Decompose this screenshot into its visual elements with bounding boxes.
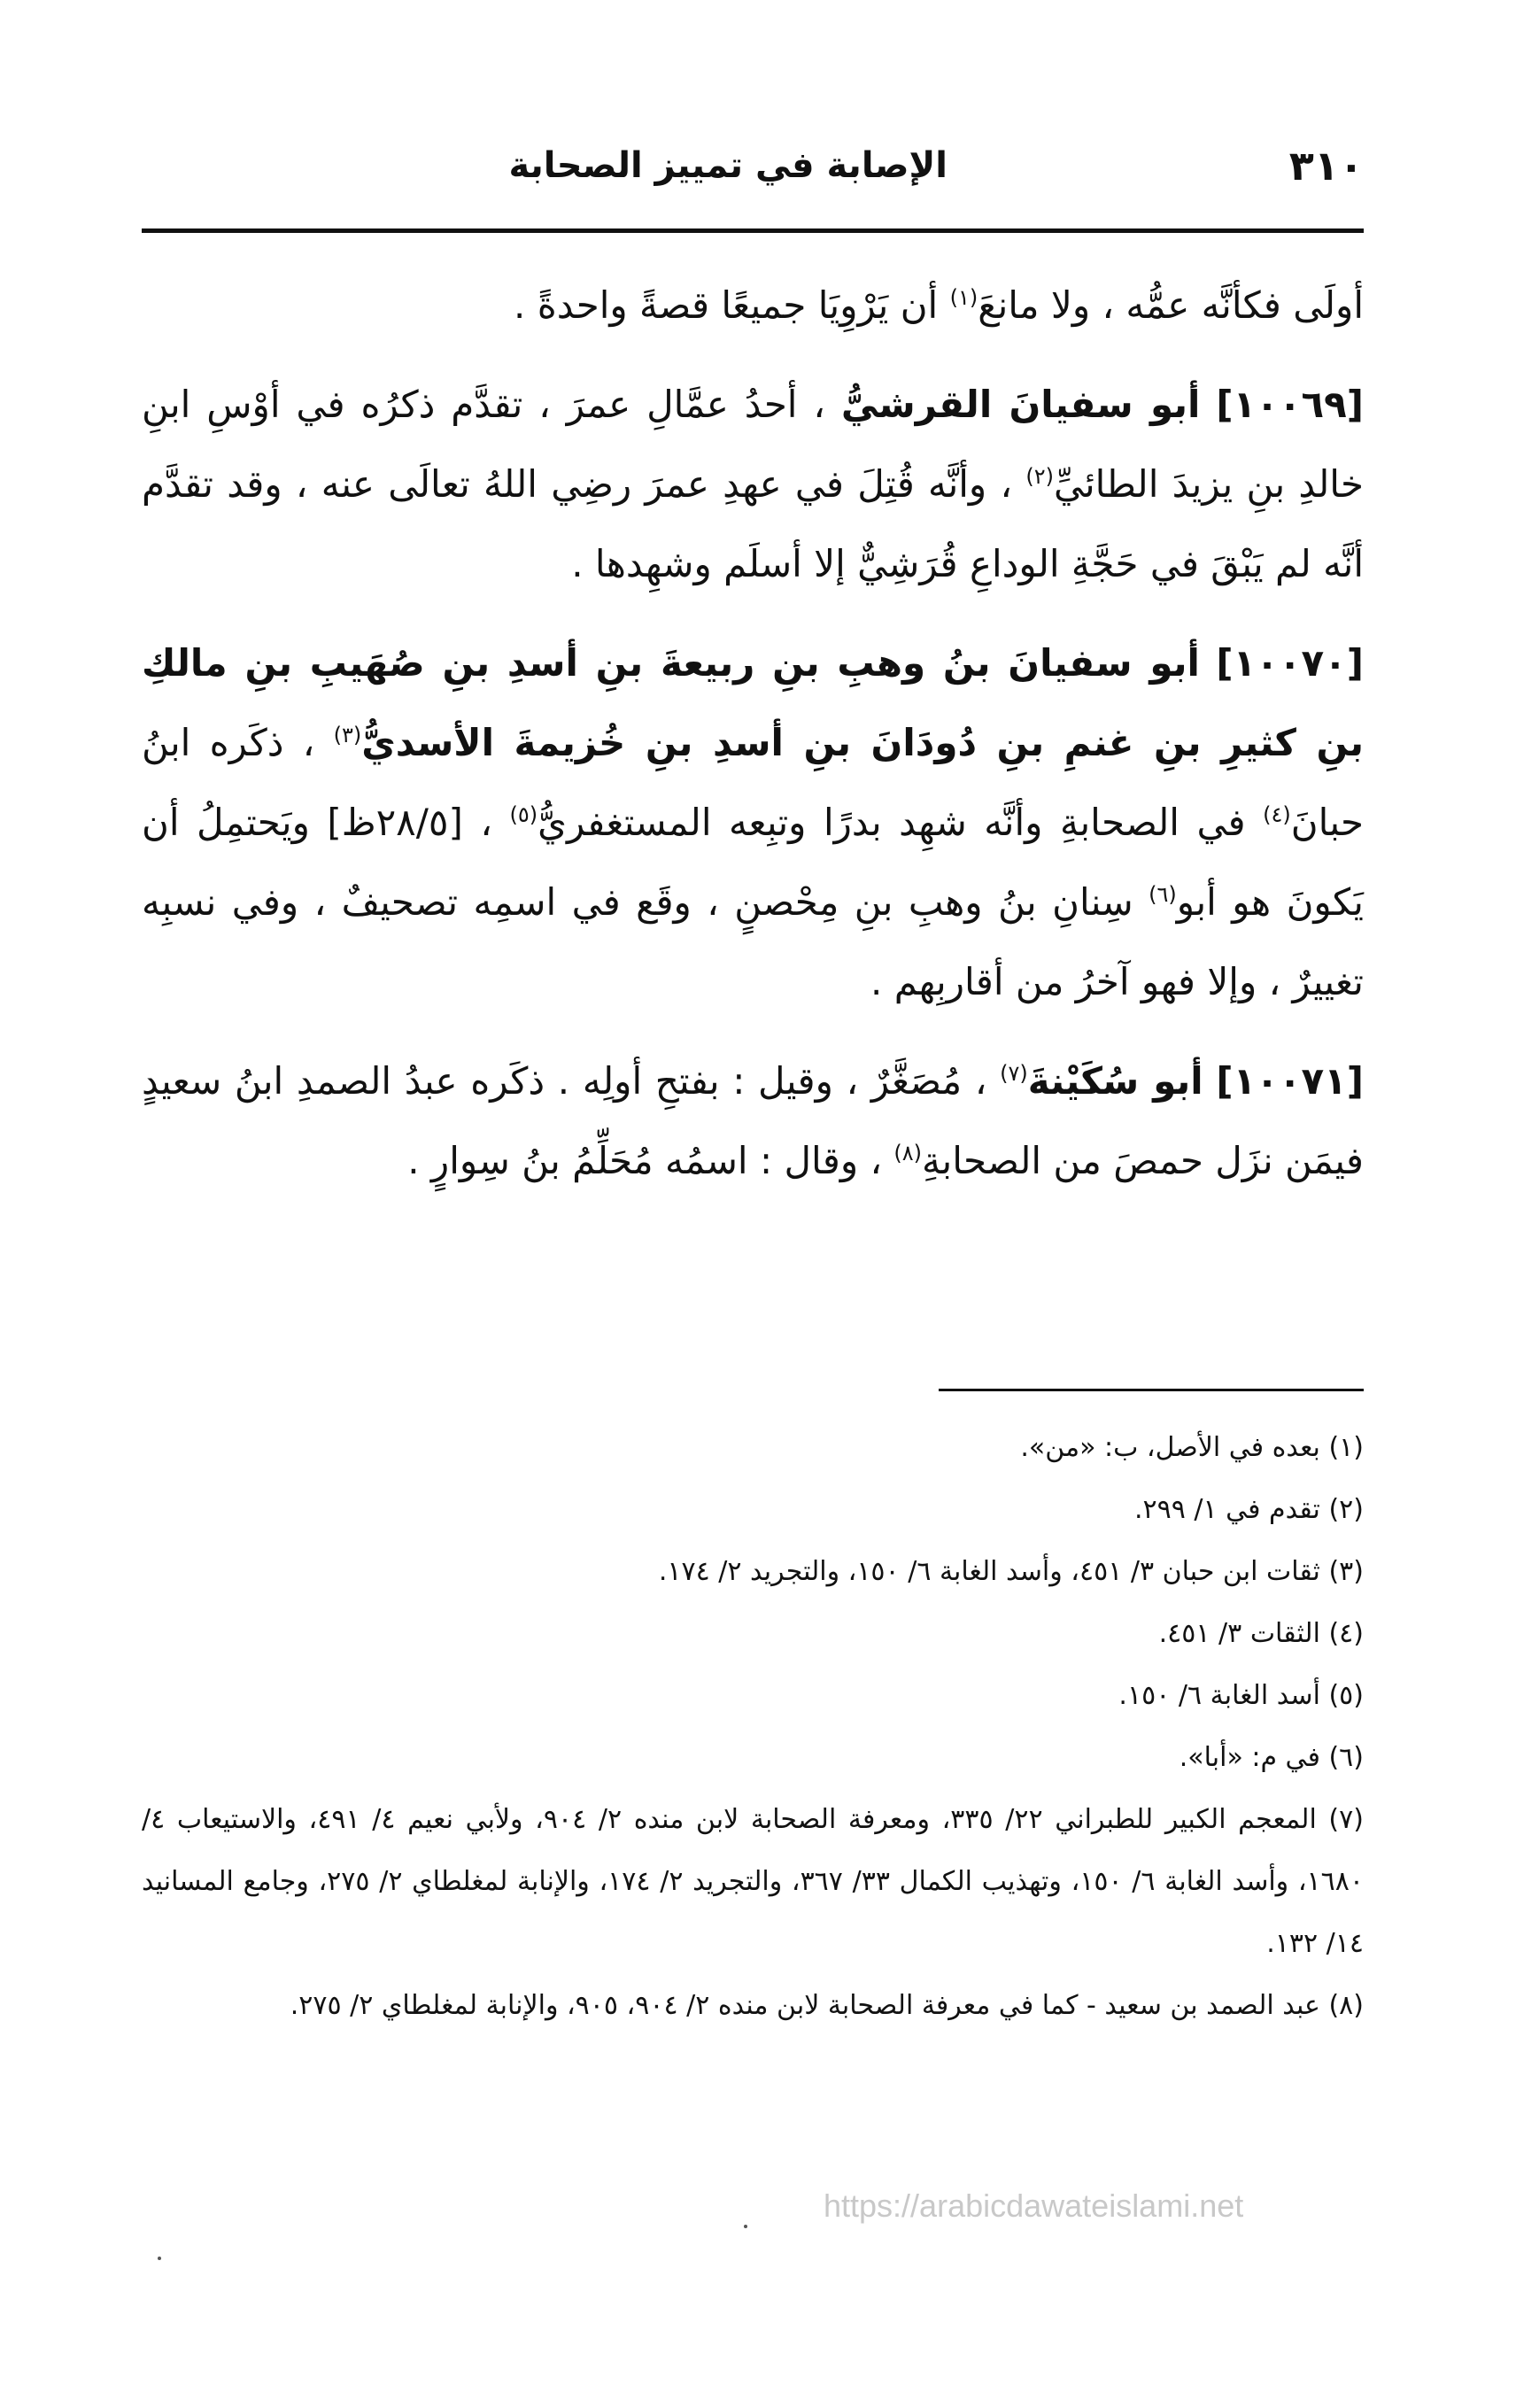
entry-number: [١٠٠٧١] [1216,1059,1364,1103]
entry-text: في الصحابةِ وأنَّه شهِد بدرًا وتبِعه المستغفريُّ [538,801,1246,844]
entry-number: [١٠٠٧٠] [1216,641,1364,685]
footnote-ref: (٧) [1000,1061,1028,1086]
footnote-ref: (٦) [1149,882,1177,907]
entry-number: [١٠٠٦٩] [1216,383,1364,426]
paragraph-text: أولَى فكأنَّه عمُّه ، ولا مانعَ [978,283,1364,327]
scan-speck [158,2257,161,2260]
scan-speck [744,2225,747,2228]
footnote-ref: (٤) [1263,802,1291,827]
footnote-ref: (٣) [333,723,362,747]
footnote-8: (٨) عبد الصمد بن سعيد - كما في معرفة الصحابة لابن منده ٢/ ٩٠٤، ٩٠٥، والإنابة لمغلطاي ٢/ ٢٧٥. [290,1990,1364,2021]
entry-10071 [142,1041,1364,1201]
footnote-separator [939,1389,1364,1391]
running-title: الإصابة في تمييز الصحابة [508,145,948,186]
footnote-5: (٥) أسد الغابة ٦/ ١٥٠. [1118,1680,1364,1711]
watermark-url: https://arabicdawateislami.net [824,2187,1244,2224]
continuation-paragraph [142,266,1364,345]
entry-text: ، ذكَره ابنُ حبانَ [142,721,1364,844]
entry-name: أبو سُكَيْنةَ [1027,1059,1203,1103]
entry-10070 [142,623,1364,1022]
footnote-2: (٢) تقدم في ١/ ٢٩٩. [1133,1494,1364,1525]
entry-text: ، [٢٨/٥ظ] ويَحتمِلُ أن يَكونَ هو أبو [142,801,1364,924]
entry-text: سِنانِ بنُ وهبِ بنِ مِحْصنٍ ، وقَع في اسمِه تصحيفٌ ، وفي نسبِه تغييرٌ ، وإلا فهو آخرُ من أقاربِهم . [142,880,1364,1003]
footnote-ref: (٥) [509,802,538,827]
header-rule [142,228,1364,233]
entry-text: ، وقال : اسمُه مُحَلِّمُ بنُ سِوارٍ . [407,1139,883,1182]
page-number: ٣١٠ [1288,142,1364,190]
footnote-3: (٣) ثقات ابن حبان ٣/ ٤٥١، وأسد الغابة ٦/ ١٥٠، والتجريد ٢/ ١٧٤. [658,1556,1364,1587]
footnotes [142,1417,1364,2037]
entry-name: أبو سفيانَ بنُ وهبِ بنِ ربيعةَ بنِ أسدِ بنِ صُهَيبِ بنِ مالكِ بنِ كثيرِ بنِ غنمِ بنِ دُودَانَ بنِ أسدِ بنِ خُزيمةَ الأسديُّ [142,641,1365,764]
main-text [142,266,1364,1220]
entry-text: ، أحدُ عمَّالِ عمرَ ، تقدَّم ذكرُه في أوْسِ ابنِ خالدِ بنِ يزيدَ الطائيِّ [142,383,1365,506]
footnote-4: (٤) الثقات ٣/ ٤٥١. [1158,1618,1364,1649]
footnote-ref: (١) [949,285,978,310]
footnote-ref: (٨) [893,1141,923,1165]
page-header [142,142,1364,204]
entry-text: ، مُصَغَّرٌ ، وقيل : بفتحِ أولِه . ذكَره عبدُ الصمدِ ابنُ سعيدٍ فيمَن نزَل حمصَ من الصحابةِ [142,1059,1364,1182]
entry-text: ، وأنَّه قُتِلَ في عهدِ عمرَ رضِي اللهُ تعالَى عنه ، وقد تقدَّم أنَّه لم يَبْقَ في حَجَّةِ الوداعِ قُرَشِيٌّ إلا أسلَم وشهِدها . [142,462,1364,585]
entry-10069 [142,365,1364,604]
entry-name: أبو سفيانَ القرشيُّ [840,383,1201,426]
footnote-1: (١) بعده في الأصل، ب: «من». [1020,1432,1364,1463]
footnote-6: (٦) في م: «أبا». [1179,1742,1364,1773]
footnote-7: (٧) المعجم الكبير للطبراني ٢٢/ ٣٣٥، ومعرفة الصحابة لابن منده ٢/ ٩٠٤، ولأبي نعيم ٤/ ٤٩١، والاستيعاب ٤/ ١٦٨٠، وأسد الغابة ٦/ ١٥٠، وتهذيب الكمال ٣٣/ ٣٦٧، والتجريد ٢/ ١٧٤، والإنابة لمغلطاي ٢/ ٢٧٥، وجامع المسانيد ١٤/ ١٣٢. [142,1804,1364,1959]
footnote-ref: (٢) [1025,464,1054,489]
paragraph-text: أن يَرْوِيَا جميعًا قصةً واحدةً . [514,283,939,327]
